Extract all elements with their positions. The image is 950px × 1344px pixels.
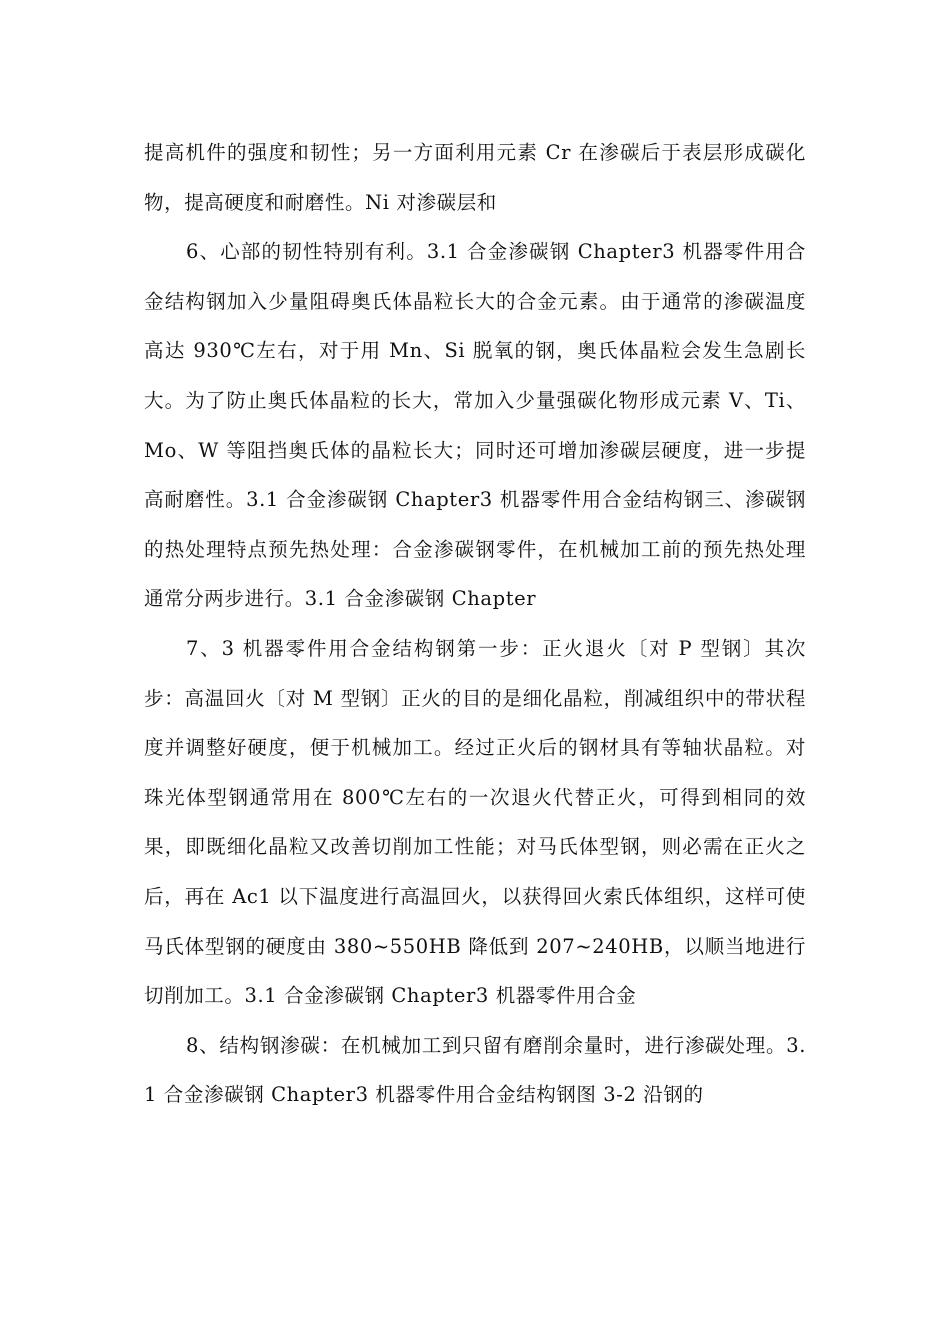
paragraph-2: 6、心部的韧性特别有利。3.1 合金渗碳钢 Chapter3 机器零件用合金结构钢加入少量阻碍奥氏体晶粒长大的合金元素。由于通常的渗碳温度高达 930℃左右，对于用 Mn、Si 脱氧的钢，奥氏体晶粒会发生急剧长大。为了防止奥氏体晶粒的长大，常加入少量强碳化物形成元素 V、Ti、Mo、W 等阻挡奥氏体的晶粒长大；同时还可增加渗碳层硬度，进一步提高耐磨性。3.1 合金渗碳钢 Chapter3 机器零件用合金结构钢三、渗碳钢的热处理特点预先热处理：合金渗碳钢零件，在机械加工前的预先热处理通常分两步进行。3.1 合金渗碳钢 Chapter	[144, 240, 806, 611]
paragraph-3: 7、3 机器零件用合金结构钢第一步：正火退火〔对 P 型钢〕其次步：高温回火〔对 M 型钢〕正火的目的是细化晶粒，削减组织中的带状程度并调整好硬度，便于机械加工。经过正火后的钢材具有等轴状晶粒。对珠光体型钢通常用在 800℃左右的一次退火代替正火，可得到相同的效果，即既细化晶粒又改善切削加工性能；对马氏体型钢，则必需在正火之后，再在 Ac1 以下温度进行高温回火，以获得回火索氏体组织，这样可使马氏体型钢的硬度由 380~550HB 降低到 207~240HB，以顺当地进行切削加工。3.1 合金渗碳钢 Chapter3 机器零件用合金	[144, 636, 806, 1008]
paragraph-4: 8、结构钢渗碳：在机械加工到只留有磨削余量时，进行渗碳处理。3.1 合金渗碳钢 Chapter3 机器零件用合金结构钢图 3-2 沿钢的	[144, 1033, 806, 1107]
document-page	[144, 128, 806, 1120]
paragraph-1: 提高机件的强度和韧性；另一方面利用元素 Cr 在渗碳后于表层形成碳化物，提高硬度和耐磨性。Ni 对渗碳层和	[144, 141, 806, 214]
